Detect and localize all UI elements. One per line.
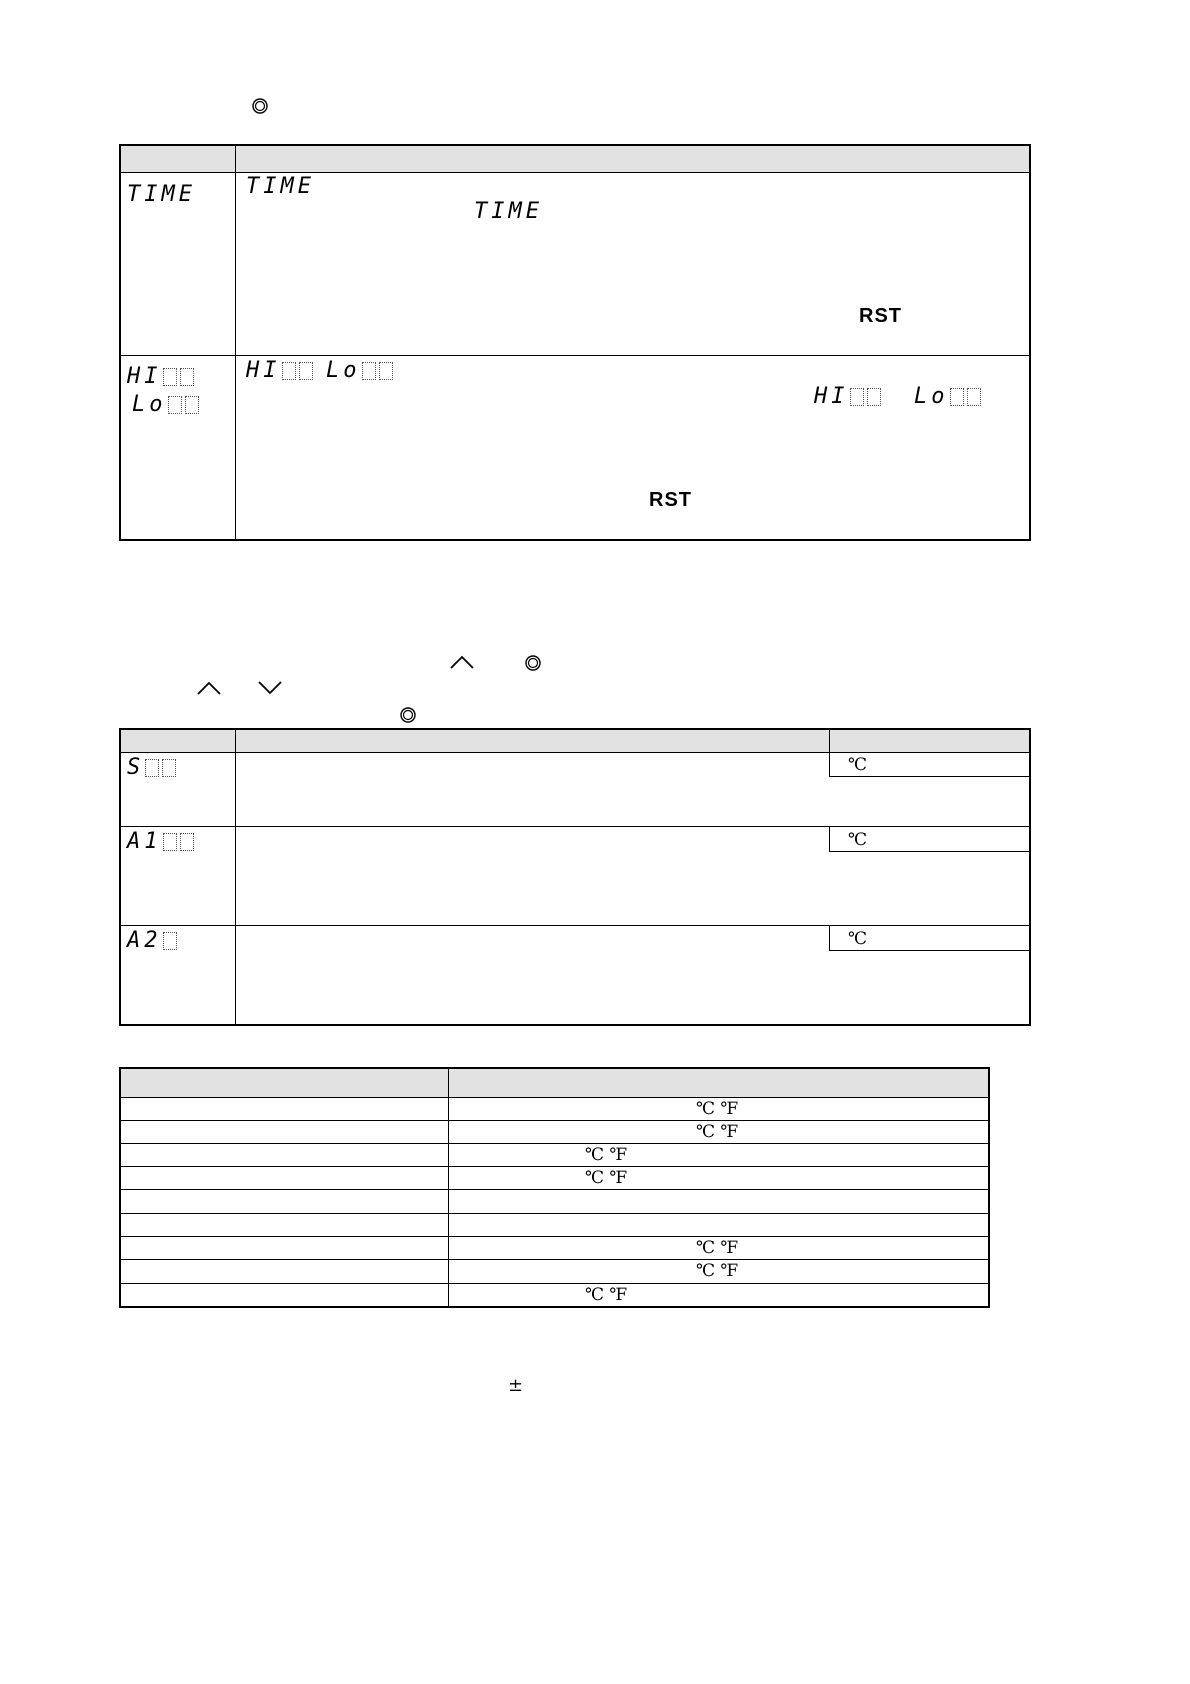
- cycle-icon: [251, 97, 269, 115]
- up-arrow-icon: [449, 654, 475, 670]
- param-code-s: S: [127, 757, 176, 779]
- unit-s: ℃: [848, 755, 868, 775]
- table-row-unit: ℃ ℉: [585, 1168, 628, 1188]
- desc-code-hi: HI: [246, 360, 313, 382]
- down-arrow-icon: [257, 680, 283, 696]
- table-row-unit: ℃ ℉: [696, 1261, 739, 1281]
- cycle-icon: [399, 706, 417, 724]
- desc-code-lo: Lo: [326, 360, 393, 382]
- table-row-unit: ℃ ℉: [696, 1099, 739, 1119]
- desc-code-time-2: TIME: [474, 199, 543, 224]
- table-row-unit: ℃ ℉: [585, 1145, 628, 1165]
- rst-key-label-2: RST: [649, 489, 692, 511]
- table-row-unit: ℃ ℉: [585, 1285, 628, 1305]
- rst-key-label: RST: [859, 305, 902, 327]
- table-row-unit: ℃ ℉: [696, 1238, 739, 1258]
- unit-a2: ℃: [848, 929, 868, 949]
- up-arrow-icon: [196, 680, 222, 696]
- unit-a1: ℃: [848, 830, 868, 850]
- param-code-a2: A2: [127, 930, 177, 952]
- desc-code-hi-2: HI: [814, 386, 881, 408]
- param-code-hi: HI: [127, 366, 194, 388]
- table-1-header: [120, 145, 1030, 172]
- desc-code-lo-2: Lo: [914, 386, 981, 408]
- table-2-header: [120, 729, 1030, 752]
- table-3-header: [120, 1068, 989, 1097]
- param-code-a1: A1: [127, 831, 194, 853]
- cycle-icon: [524, 654, 542, 672]
- param-code-time: TIME: [127, 182, 196, 207]
- param-code-lo: Lo: [132, 394, 199, 416]
- desc-code-time: TIME: [246, 174, 315, 199]
- plus-minus-symbol: ±: [508, 1375, 524, 1396]
- table-row-unit: ℃ ℉: [696, 1122, 739, 1142]
